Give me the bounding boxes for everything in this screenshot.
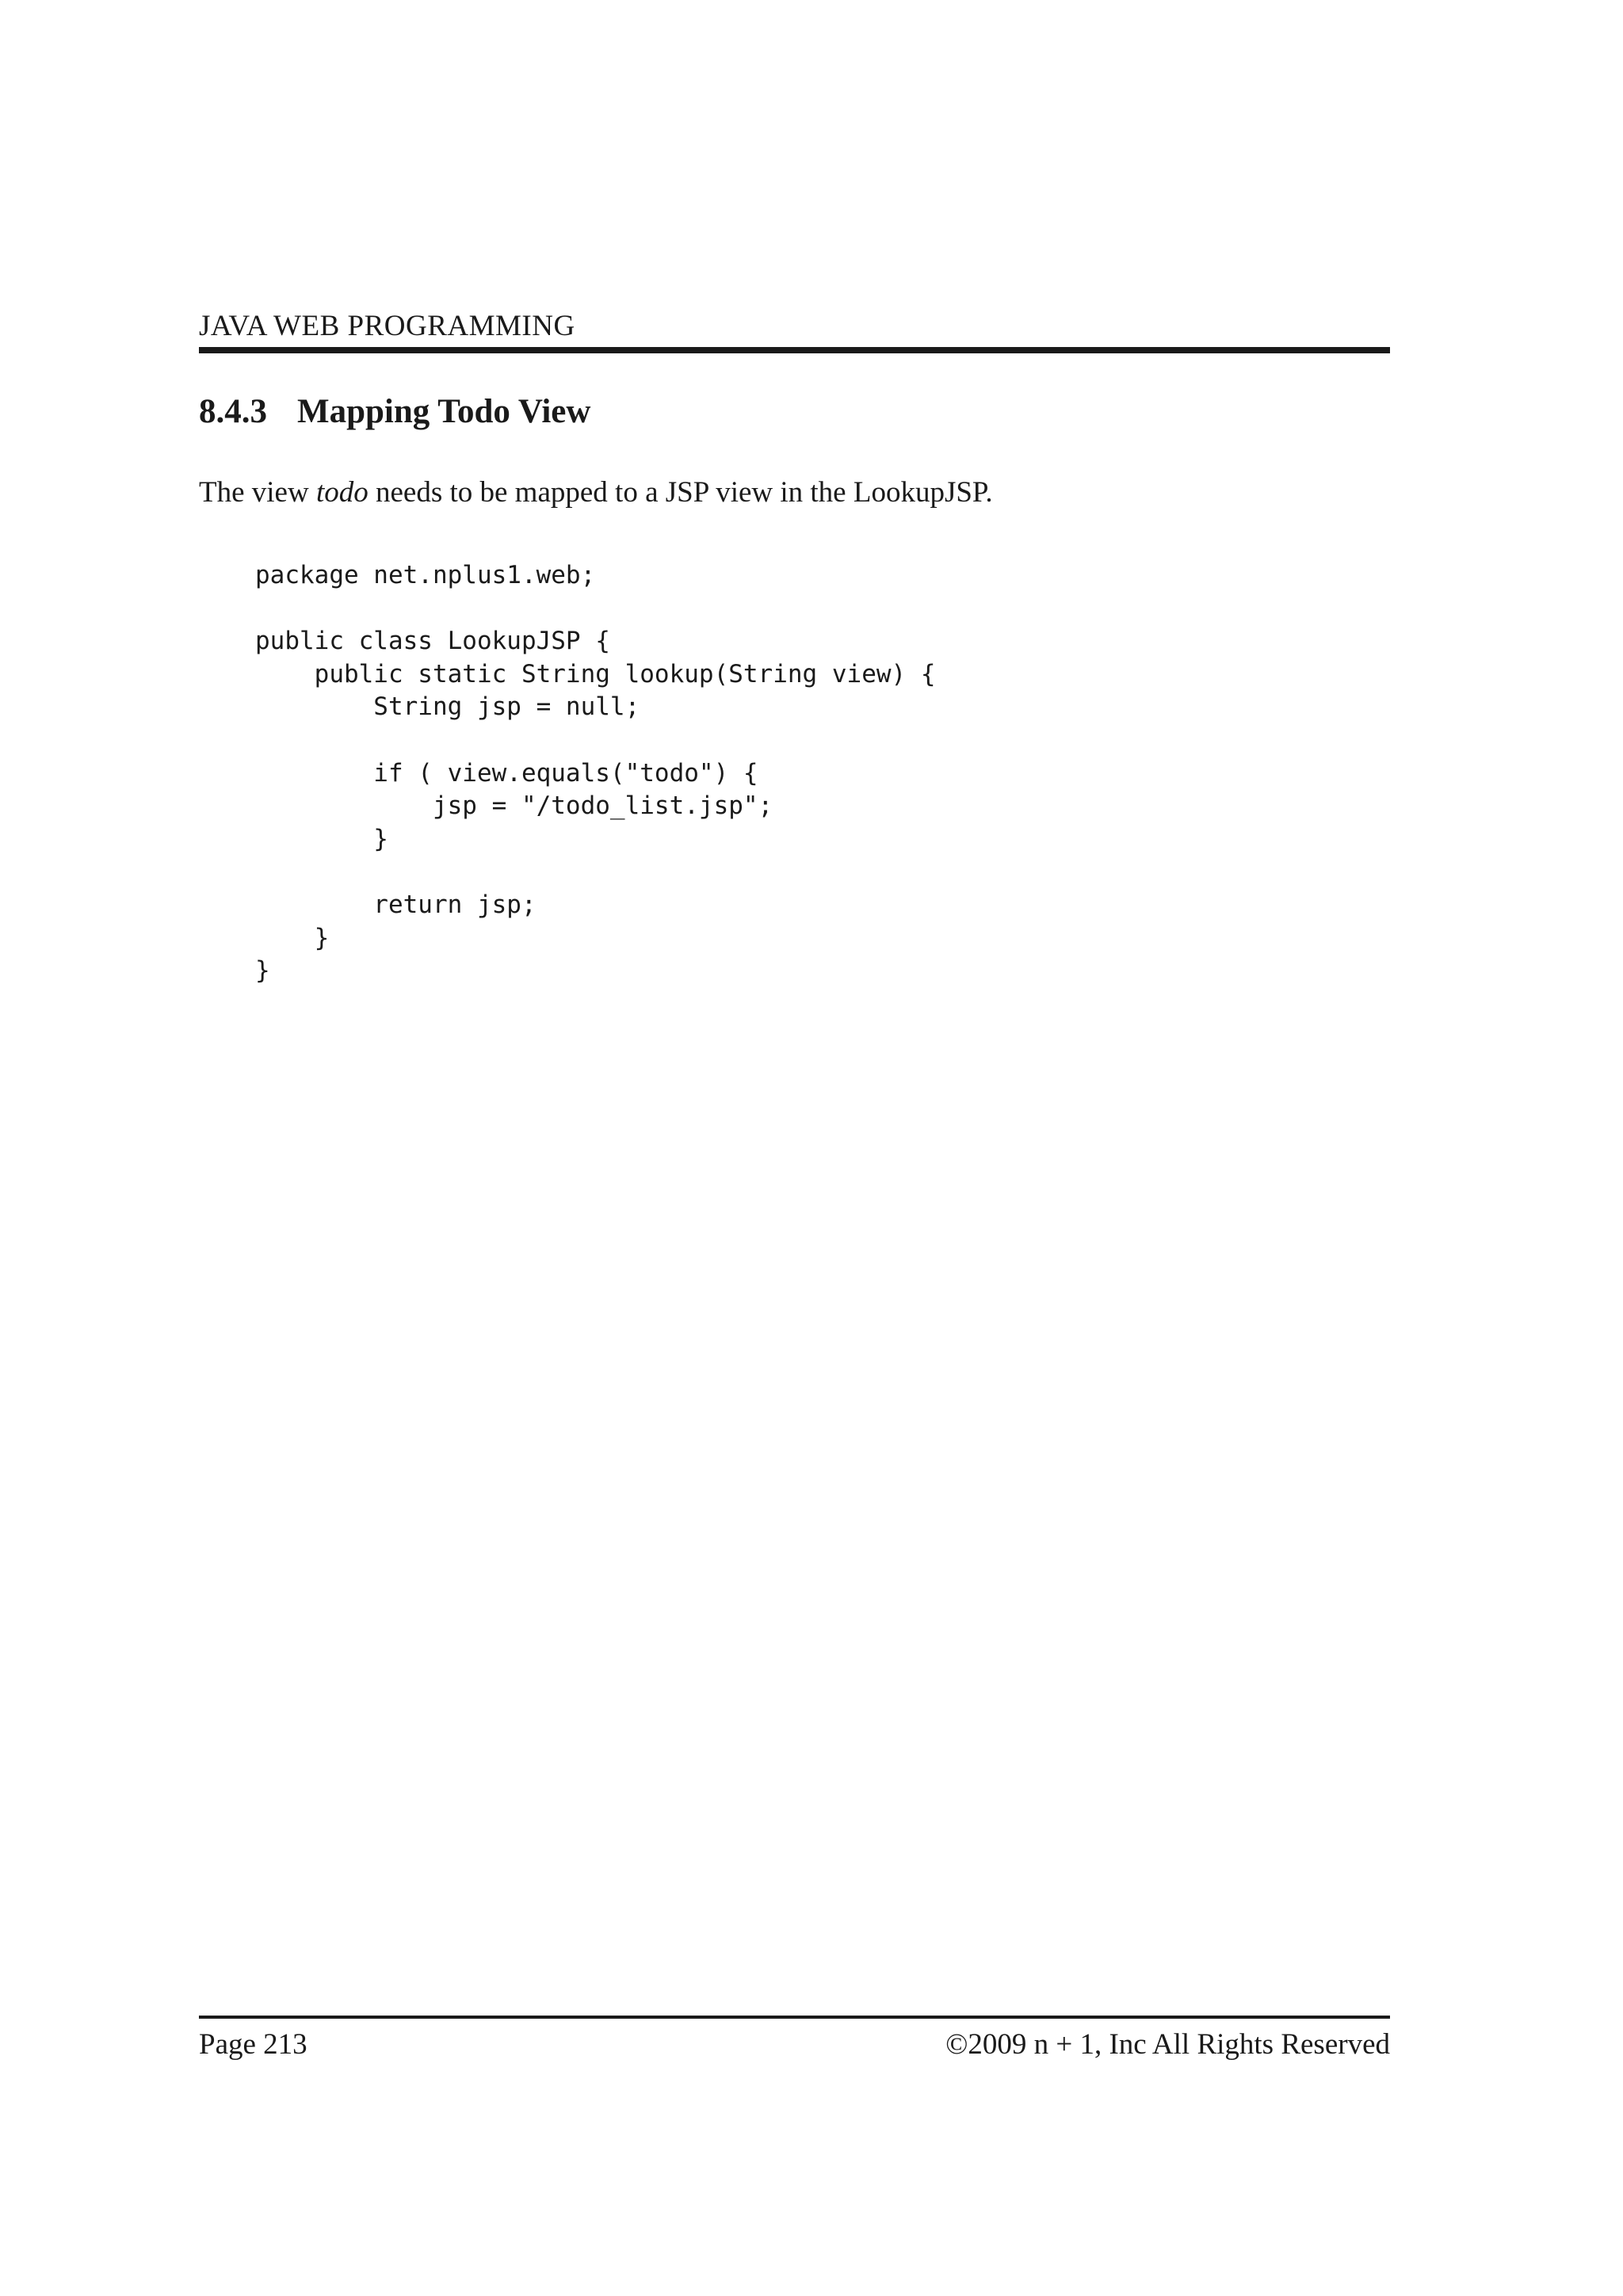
paragraph-text-after: needs to be mapped to a JSP view in the LookupJSP. bbox=[368, 476, 993, 509]
footer-rule bbox=[199, 2016, 1390, 2019]
section-number: 8.4.3 bbox=[199, 393, 267, 430]
code-line: public static String lookup(String view) { bbox=[255, 659, 936, 688]
paragraph-text-before: The view bbox=[199, 476, 316, 509]
code-line: public class LookupJSP { bbox=[255, 627, 610, 656]
code-line: } bbox=[255, 956, 270, 986]
body-paragraph bbox=[199, 473, 993, 513]
code-line bbox=[255, 724, 936, 757]
code-line bbox=[255, 593, 936, 626]
page-number: Page 213 bbox=[199, 2028, 307, 2061]
code-line: package net.nplus1.web; bbox=[255, 561, 596, 589]
code-line bbox=[255, 856, 936, 889]
code-block bbox=[255, 559, 936, 988]
copyright-notice: ©2009 n + 1, Inc All Rights Reserved bbox=[945, 2028, 1390, 2061]
header-rule bbox=[199, 347, 1390, 353]
section-heading bbox=[199, 388, 590, 436]
code-line: } bbox=[255, 824, 388, 853]
code-line: jsp = "/todo_list.jsp"; bbox=[255, 791, 773, 821]
paragraph-emphasis: todo bbox=[315, 476, 369, 509]
code-line: if ( view.equals("todo") { bbox=[255, 758, 758, 788]
code-line: } bbox=[255, 923, 330, 952]
code-line: String jsp = null; bbox=[255, 692, 640, 722]
section-title: Mapping Todo View bbox=[297, 393, 591, 430]
running-header: JAVA WEB PROGRAMMING bbox=[199, 310, 575, 342]
code-line: return jsp; bbox=[255, 890, 537, 919]
